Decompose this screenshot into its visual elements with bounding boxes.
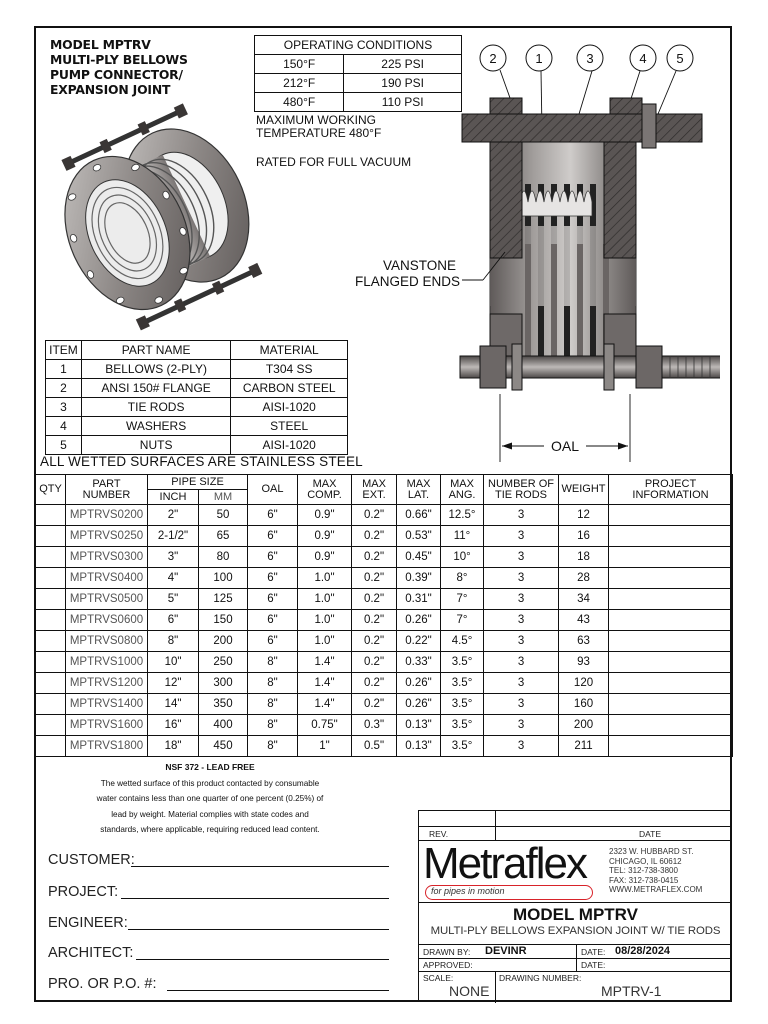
parts-header-material: MATERIAL	[231, 341, 348, 360]
spec-cell: 50	[199, 505, 248, 526]
spec-cell: 0.45"	[397, 547, 441, 568]
spec-cell: 120	[559, 673, 609, 694]
spec-cell: 12	[559, 505, 609, 526]
spec-cell: 6"	[248, 526, 298, 547]
spec-cell: 3.5°	[441, 652, 484, 673]
spec-cell: 0.9"	[298, 547, 352, 568]
spec-cell	[609, 589, 733, 610]
engineer-field-label: ENGINEER:	[48, 915, 128, 931]
spec-cell: 3	[484, 568, 559, 589]
spec-header-inch: INCH	[148, 490, 199, 505]
spec-cell: 6"	[248, 610, 298, 631]
spec-row	[36, 631, 733, 652]
oal-dimension-label: OAL	[550, 438, 580, 454]
spec-cell: 3	[484, 610, 559, 631]
spec-cell: 12"	[148, 673, 199, 694]
spec-header-weight: WEIGHT	[559, 475, 609, 505]
product-title	[50, 37, 250, 97]
spec-cell: 300	[199, 673, 248, 694]
spec-cell: 400	[199, 715, 248, 736]
spec-cell: 3	[484, 715, 559, 736]
nsf-line: standards, where applicable, requiring reduced lead content.	[100, 825, 320, 834]
scale-row	[418, 971, 732, 1002]
spec-header-max-comp: MAX COMP.	[298, 475, 352, 505]
spec-row	[36, 694, 733, 715]
parts-material: STEEL	[231, 417, 348, 436]
spec-cell: 3	[484, 631, 559, 652]
spec-cell	[36, 673, 66, 694]
spec-cell: 3	[484, 589, 559, 610]
spec-cell: 0.22"	[397, 631, 441, 652]
spec-cell: 1.4"	[298, 652, 352, 673]
po-number-field-label: PRO. OR P.O. #:	[48, 976, 157, 992]
spec-cell: 0.13"	[397, 715, 441, 736]
spec-cell: 0.26"	[397, 694, 441, 715]
spec-cell	[609, 652, 733, 673]
callout-4: 4	[639, 51, 647, 66]
parts-material: T304 SS	[231, 360, 348, 379]
spec-cell	[36, 505, 66, 526]
spec-cell: 16	[559, 526, 609, 547]
spec-cell: MPTRVS0800	[66, 631, 148, 652]
spec-cell: 93	[559, 652, 609, 673]
spec-cell	[609, 673, 733, 694]
spec-cell: 6"	[148, 610, 199, 631]
spec-cell: 1.0"	[298, 631, 352, 652]
spec-row	[36, 547, 733, 568]
project-field-label: PROJECT:	[48, 884, 119, 900]
spec-cell: MPTRVS0500	[66, 589, 148, 610]
drawn-date-value: 08/28/2024	[615, 945, 671, 957]
spec-cell	[609, 526, 733, 547]
spec-cell: 0.2"	[352, 526, 397, 547]
title-line: MULTI-PLY BELLOWS	[50, 52, 188, 67]
drawing-number-label: DRAWING NUMBER:	[499, 973, 582, 983]
spec-row	[36, 526, 733, 547]
spec-cell: 10"	[148, 652, 199, 673]
company-logo-block	[418, 840, 732, 902]
parts-material: CARBON STEEL	[231, 379, 348, 398]
spec-header-pipe-size: PIPE SIZE	[148, 475, 248, 490]
engineer-field[interactable]	[128, 929, 389, 930]
project-field[interactable]	[121, 898, 389, 899]
spec-cell: 125	[199, 589, 248, 610]
title-line: MODEL MPTRV	[50, 37, 151, 52]
spec-cell: 65	[199, 526, 248, 547]
spec-cell: 8°	[441, 568, 484, 589]
spec-cell: 43	[559, 610, 609, 631]
rev-label: REV.	[429, 829, 449, 839]
model-name: MODEL MPTRV	[513, 905, 638, 924]
spec-cell: 0.31"	[397, 589, 441, 610]
revision-row-blank	[418, 810, 732, 826]
vanstone-label-line1: VANSTONE	[382, 258, 456, 273]
max-temp-line: TEMPERATURE 480°F	[256, 126, 382, 140]
spec-cell: MPTRVS1400	[66, 694, 148, 715]
spec-cell: MPTRVS0300	[66, 547, 148, 568]
parts-item: 1	[46, 360, 82, 379]
parts-table	[45, 340, 348, 455]
model-title-block	[418, 902, 732, 944]
spec-row	[36, 715, 733, 736]
spec-table-body	[36, 505, 733, 757]
spec-cell: 80	[199, 547, 248, 568]
spec-cell	[36, 715, 66, 736]
scale-label: SCALE:	[423, 973, 454, 983]
spec-header-mm: MM	[199, 490, 248, 505]
spec-row	[36, 610, 733, 631]
address-line: CHICAGO, IL 60612	[609, 856, 682, 866]
spec-cell: MPTRVS0200	[66, 505, 148, 526]
vanstone-label-line2: FLANGED ENDS	[354, 274, 460, 289]
spec-cell: 3	[484, 526, 559, 547]
customer-field-label: CUSTOMER:	[48, 852, 135, 868]
spec-cell: 3	[484, 736, 559, 757]
oc-pressure: 190 PSI	[344, 74, 462, 93]
spec-cell: MPTRVS0600	[66, 610, 148, 631]
spec-cell: 0.2"	[352, 610, 397, 631]
spec-cell: 28	[559, 568, 609, 589]
spec-header-tie-rods: NUMBER OF TIE RODS	[484, 475, 559, 505]
spec-cell: 8"	[248, 736, 298, 757]
spec-header-max-ext: MAX EXT.	[352, 475, 397, 505]
spec-cell: 0.9"	[298, 505, 352, 526]
spec-cell: 0.2"	[352, 694, 397, 715]
parts-name: TIE RODS	[81, 398, 230, 417]
spec-cell: 1.0"	[298, 610, 352, 631]
spec-cell: 16"	[148, 715, 199, 736]
parts-item: 5	[46, 436, 82, 455]
parts-material: AISI-1020	[231, 398, 348, 417]
spec-cell: 8"	[248, 652, 298, 673]
drawn-by-value: DEVINR	[485, 945, 527, 957]
spec-row	[36, 736, 733, 757]
parts-material: AISI-1020	[231, 436, 348, 455]
spec-cell: 100	[199, 568, 248, 589]
spec-cell	[36, 694, 66, 715]
spec-cell: 4.5°	[441, 631, 484, 652]
spec-cell: 0.26"	[397, 610, 441, 631]
callout-3: 3	[586, 51, 594, 66]
spec-cell	[36, 631, 66, 652]
spec-header-part: PART NUMBER	[66, 475, 148, 505]
spec-cell: 0.39"	[397, 568, 441, 589]
spec-cell	[609, 568, 733, 589]
spec-cell: 211	[559, 736, 609, 757]
address-line: FAX: 312-738-0415	[609, 875, 679, 885]
spec-cell	[609, 694, 733, 715]
spec-cell: 0.2"	[352, 652, 397, 673]
spec-cell: MPTRVS1600	[66, 715, 148, 736]
spec-cell	[36, 610, 66, 631]
title-line: EXPANSION JOINT	[50, 82, 171, 97]
spec-cell	[36, 568, 66, 589]
spec-cell: MPTRVS0400	[66, 568, 148, 589]
spec-cell: 3.5°	[441, 694, 484, 715]
spec-cell	[609, 547, 733, 568]
spec-row	[36, 505, 733, 526]
oc-temp: 212°F	[255, 74, 344, 93]
spec-cell: 4"	[148, 568, 199, 589]
parts-header-name: PART NAME	[81, 341, 230, 360]
spec-cell: MPTRVS0250	[66, 526, 148, 547]
spec-cell: 8"	[248, 694, 298, 715]
spec-row	[36, 589, 733, 610]
spec-cell: 1.0"	[298, 568, 352, 589]
spec-cell: 150	[199, 610, 248, 631]
parts-name: ANSI 150# FLANGE	[81, 379, 230, 398]
callout-2: 2	[489, 51, 497, 66]
drawn-by-label: DRAWN BY:	[423, 947, 471, 957]
spec-cell: 0.5"	[352, 736, 397, 757]
spec-cell: 10°	[441, 547, 484, 568]
parts-name: BELLOWS (2-PLY)	[81, 360, 230, 379]
nsf-heading: NSF 372 - LEAD FREE	[165, 762, 255, 772]
spec-cell: 1.4"	[298, 694, 352, 715]
po-number-field[interactable]	[167, 990, 389, 991]
max-temp-line: MAXIMUM WORKING	[256, 113, 376, 127]
vacuum-note: RATED FOR FULL VACUUM	[256, 155, 412, 169]
oc-temp: 480°F	[255, 93, 344, 112]
parts-item: 2	[46, 379, 82, 398]
architect-field-label: ARCHITECT:	[48, 945, 134, 961]
oc-temp: 150°F	[255, 55, 344, 74]
spec-row	[36, 673, 733, 694]
spec-cell: 12.5°	[441, 505, 484, 526]
spec-cell: 3	[484, 547, 559, 568]
spec-cell: 18"	[148, 736, 199, 757]
spec-cell: 6"	[248, 568, 298, 589]
spec-cell: 6"	[248, 505, 298, 526]
spec-cell: 450	[199, 736, 248, 757]
nsf-lead-free-note	[40, 760, 380, 838]
spec-cell: 0.9"	[298, 526, 352, 547]
company-address	[609, 847, 702, 895]
spec-cell: 2-1/2"	[148, 526, 199, 547]
isometric-joint-illustration	[40, 100, 280, 340]
drawn-date-label: DATE:	[581, 947, 606, 957]
spec-header-project-info: PROJECT INFORMATION	[609, 475, 733, 505]
spec-header-max-ang: MAX ANG.	[441, 475, 484, 505]
spec-cell: 18	[559, 547, 609, 568]
spec-cell: 350	[199, 694, 248, 715]
spec-row	[36, 652, 733, 673]
spec-cell: 3.5°	[441, 736, 484, 757]
spec-cell: 1.4"	[298, 673, 352, 694]
drawing-number-value: MPTRV-1	[601, 983, 662, 999]
parts-name: NUTS	[81, 436, 230, 455]
spec-header-oal: OAL	[248, 475, 298, 505]
spec-cell: 6"	[248, 631, 298, 652]
spec-cell: MPTRVS1000	[66, 652, 148, 673]
customer-field[interactable]	[131, 866, 389, 867]
model-description: MULTI-PLY BELLOWS EXPANSION JOINT W/ TIE RODS	[430, 925, 721, 937]
spec-cell: 3	[484, 505, 559, 526]
spec-cell: 7°	[441, 589, 484, 610]
spec-cell: 0.33"	[397, 652, 441, 673]
spec-cell: 0.75"	[298, 715, 352, 736]
spec-cell: 3	[484, 694, 559, 715]
spec-cell	[609, 505, 733, 526]
spec-row	[36, 568, 733, 589]
nsf-line: The wetted surface of this product contacted by consumable	[100, 778, 320, 788]
spec-cell: 0.2"	[352, 505, 397, 526]
spec-cell: 0.3"	[352, 715, 397, 736]
spec-cell	[36, 526, 66, 547]
drawn-by-row	[418, 944, 732, 958]
spec-cell: 63	[559, 631, 609, 652]
spec-cell: 14"	[148, 694, 199, 715]
spec-cell: 1.0"	[298, 589, 352, 610]
spec-cell: 8"	[248, 715, 298, 736]
spec-cell: 250	[199, 652, 248, 673]
spec-cell: 0.66"	[397, 505, 441, 526]
spec-cell: 6"	[248, 589, 298, 610]
spec-header-max-lat: MAX LAT.	[397, 475, 441, 505]
approved-label: APPROVED:	[423, 960, 473, 970]
spec-cell: 160	[559, 694, 609, 715]
revision-header-row	[418, 826, 732, 840]
spec-cell	[36, 589, 66, 610]
spec-cell: 7°	[441, 610, 484, 631]
wetted-surfaces-note: ALL WETTED SURFACES ARE STAINLESS STEEL	[40, 454, 363, 469]
spec-cell: 0.13"	[397, 736, 441, 757]
address-line: TEL: 312-738-3800	[609, 866, 678, 876]
spec-cell: 3.5°	[441, 715, 484, 736]
parts-item: 4	[46, 417, 82, 436]
spec-cell	[609, 610, 733, 631]
spec-header-qty: QTY	[36, 475, 66, 505]
spec-cell: 2"	[148, 505, 199, 526]
spec-cell: 34	[559, 589, 609, 610]
parts-name: WASHERS	[81, 417, 230, 436]
approved-date-label: DATE:	[581, 960, 606, 970]
spec-cell: 0.53"	[397, 526, 441, 547]
spec-cell	[36, 547, 66, 568]
spec-cell: 0.2"	[352, 589, 397, 610]
parts-item: 3	[46, 398, 82, 417]
approved-row	[418, 958, 732, 971]
callout-5: 5	[676, 51, 684, 66]
date-label: DATE	[639, 829, 662, 839]
operating-conditions-header: OPERATING CONDITIONS	[255, 36, 462, 55]
spec-cell: 0.26"	[397, 673, 441, 694]
spec-cell: 3	[484, 673, 559, 694]
spec-cell: 6"	[248, 547, 298, 568]
spec-cell: 3.5°	[441, 673, 484, 694]
spec-table	[35, 474, 733, 757]
spec-cell: 5"	[148, 589, 199, 610]
section-view-drawing	[340, 44, 720, 464]
spec-cell	[609, 736, 733, 757]
oc-pressure: 110 PSI	[344, 93, 462, 112]
spec-cell: 0.2"	[352, 631, 397, 652]
spec-cell: 200	[199, 631, 248, 652]
spec-cell: 0.2"	[352, 673, 397, 694]
spec-cell: 3"	[148, 547, 199, 568]
spec-cell: 1"	[298, 736, 352, 757]
spec-cell: 8"	[248, 673, 298, 694]
nsf-line: water contains less than one quarter of one percent (0.25%) of	[96, 794, 324, 803]
scale-value: NONE	[449, 983, 490, 999]
spec-cell: 0.2"	[352, 547, 397, 568]
spec-cell	[609, 631, 733, 652]
address-line: 2323 W. HUBBARD ST.	[609, 847, 694, 856]
spec-cell: 0.2"	[352, 568, 397, 589]
metraflex-logo: Metraflex	[423, 839, 586, 888]
spec-cell	[36, 736, 66, 757]
spec-cell: MPTRVS1200	[66, 673, 148, 694]
spec-cell: MPTRVS1800	[66, 736, 148, 757]
logo-tagline: for pipes in motion	[431, 886, 505, 896]
spec-cell: 8"	[148, 631, 199, 652]
callout-1: 1	[535, 51, 543, 66]
spec-cell: 3	[484, 652, 559, 673]
oc-pressure: 225 PSI	[344, 55, 462, 74]
spec-cell	[609, 715, 733, 736]
architect-field[interactable]	[136, 959, 389, 960]
parts-header-item: ITEM	[46, 341, 82, 360]
spec-cell	[36, 652, 66, 673]
title-line: PUMP CONNECTOR/	[50, 67, 183, 82]
spec-cell: 11°	[441, 526, 484, 547]
nsf-line: lead by weight. Material complies with state codes and	[111, 809, 309, 819]
address-line: WWW.METRAFLEX.COM	[609, 885, 703, 895]
spec-cell: 200	[559, 715, 609, 736]
